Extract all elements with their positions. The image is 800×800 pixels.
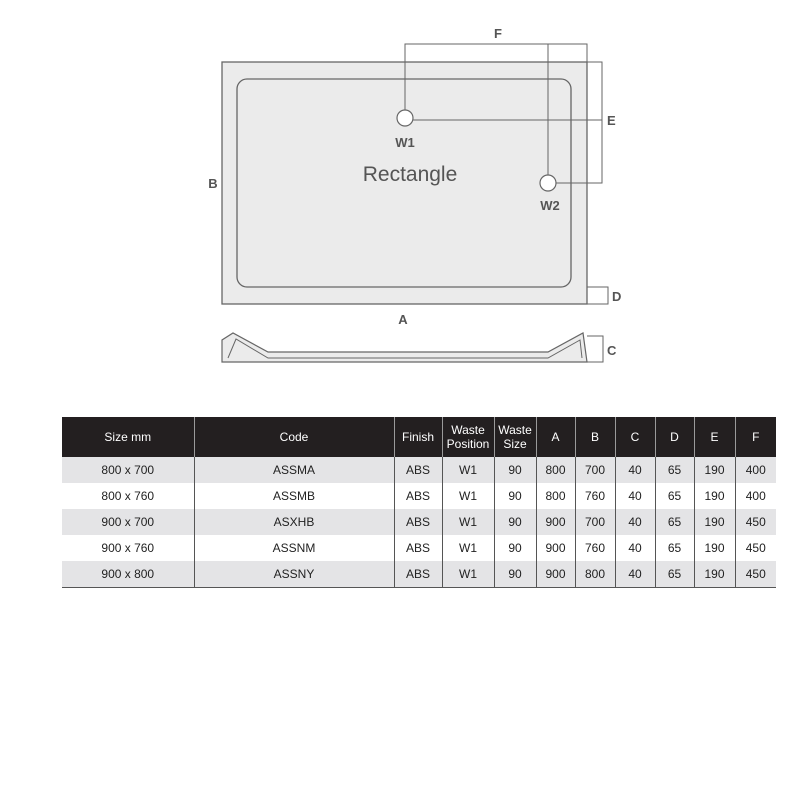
column-header [655, 417, 694, 457]
table-cell: 90 [494, 457, 536, 483]
table-cell: 900 x 800 [62, 561, 194, 588]
shower-tray-diagram [0, 0, 800, 380]
column-header [442, 417, 494, 457]
table-cell: 900 x 700 [62, 509, 194, 535]
table-cell: W1 [442, 535, 494, 561]
table-cell: 900 [536, 561, 575, 588]
table-cell: 450 [735, 509, 776, 535]
column-header-text: B [590, 430, 599, 444]
table-cell: 800 [536, 457, 575, 483]
column-header [536, 417, 575, 457]
column-header [615, 417, 655, 457]
table-body [62, 457, 776, 588]
column-header-text: A [551, 430, 560, 444]
table-row [62, 561, 776, 588]
table-cell: 450 [735, 535, 776, 561]
table-cell: 40 [615, 457, 655, 483]
table-cell: 90 [494, 561, 536, 588]
table-cell: 700 [575, 457, 615, 483]
table-cell: 800 x 700 [62, 457, 194, 483]
column-header [575, 417, 615, 457]
table-cell: 190 [694, 561, 735, 588]
table-header-row [62, 417, 776, 457]
column-header-text: Size mm [104, 430, 152, 444]
waste-w2-circle [540, 175, 556, 191]
table-cell: ASXHB [194, 509, 394, 535]
table-cell: ASSMA [194, 457, 394, 483]
table-row [62, 509, 776, 535]
table-cell: 90 [494, 509, 536, 535]
dimension-b-label: B [208, 176, 218, 191]
table-row [62, 457, 776, 483]
column-header-text: Waste [498, 423, 532, 437]
column-header-text: E [710, 430, 719, 444]
table-cell: 760 [575, 483, 615, 509]
column-header [694, 417, 735, 457]
waste-w1-circle [397, 110, 413, 126]
table-cell: 800 [536, 483, 575, 509]
waste-w1-label: W1 [395, 135, 415, 150]
table-cell: ASSMB [194, 483, 394, 509]
table-cell: ABS [394, 535, 442, 561]
table-cell: 190 [694, 535, 735, 561]
table-cell: 450 [735, 561, 776, 588]
column-header [194, 417, 394, 457]
waste-w2-label: W2 [540, 198, 560, 213]
column-header-text: D [670, 430, 679, 444]
table-cell: W1 [442, 457, 494, 483]
table-cell: 400 [735, 483, 776, 509]
dimension-a-label: A [398, 312, 408, 327]
table-cell: 40 [615, 483, 655, 509]
dimension-f-label: F [494, 26, 502, 41]
table-cell: ABS [394, 561, 442, 588]
column-header [62, 417, 194, 457]
column-header [494, 417, 536, 457]
dimension-c-bracket [587, 336, 603, 362]
table-cell: 900 [536, 535, 575, 561]
column-header [735, 417, 776, 457]
table-cell: 65 [655, 457, 694, 483]
table-cell: ABS [394, 457, 442, 483]
table-cell: ASSNM [194, 535, 394, 561]
column-header-text: Code [279, 430, 309, 444]
table-cell: 90 [494, 483, 536, 509]
column-header-text: Position [446, 437, 490, 451]
table-cell: 900 [536, 509, 575, 535]
table-cell: ABS [394, 509, 442, 535]
table-cell: 90 [494, 535, 536, 561]
table-cell: 40 [615, 561, 655, 588]
table-cell: 400 [735, 457, 776, 483]
column-header-text: C [630, 430, 640, 444]
specification-table [62, 417, 776, 588]
table-cell: 700 [575, 509, 615, 535]
table-cell: W1 [442, 561, 494, 588]
dimension-d-bracket [587, 287, 608, 304]
column-header-text: Finish [401, 430, 434, 444]
table-cell: 65 [655, 561, 694, 588]
table-cell: 65 [655, 509, 694, 535]
column-header-text: Size [503, 437, 527, 451]
table-cell: ASSNY [194, 561, 394, 588]
table-cell: ABS [394, 483, 442, 509]
dimension-d-label: D [612, 289, 622, 304]
table-cell: 760 [575, 535, 615, 561]
table-cell: 40 [615, 535, 655, 561]
table-cell: 190 [694, 457, 735, 483]
shape-name: Rectangle [362, 163, 458, 186]
table-cell: 40 [615, 509, 655, 535]
table-cell: 190 [694, 483, 735, 509]
table-cell: 800 x 760 [62, 483, 194, 509]
table-cell: 900 x 760 [62, 535, 194, 561]
column-header [394, 417, 442, 457]
table-row [62, 483, 776, 509]
table-cell: 800 [575, 561, 615, 588]
table-cell: W1 [442, 509, 494, 535]
dimension-e-label: E [607, 113, 616, 128]
column-header-text: F [752, 430, 760, 444]
table-cell: W1 [442, 483, 494, 509]
table-cell: 65 [655, 483, 694, 509]
table-cell: 190 [694, 509, 735, 535]
table-cell: 65 [655, 535, 694, 561]
dimension-c-label: C [607, 343, 617, 358]
table-row [62, 535, 776, 561]
column-header-text: Waste [451, 423, 485, 437]
